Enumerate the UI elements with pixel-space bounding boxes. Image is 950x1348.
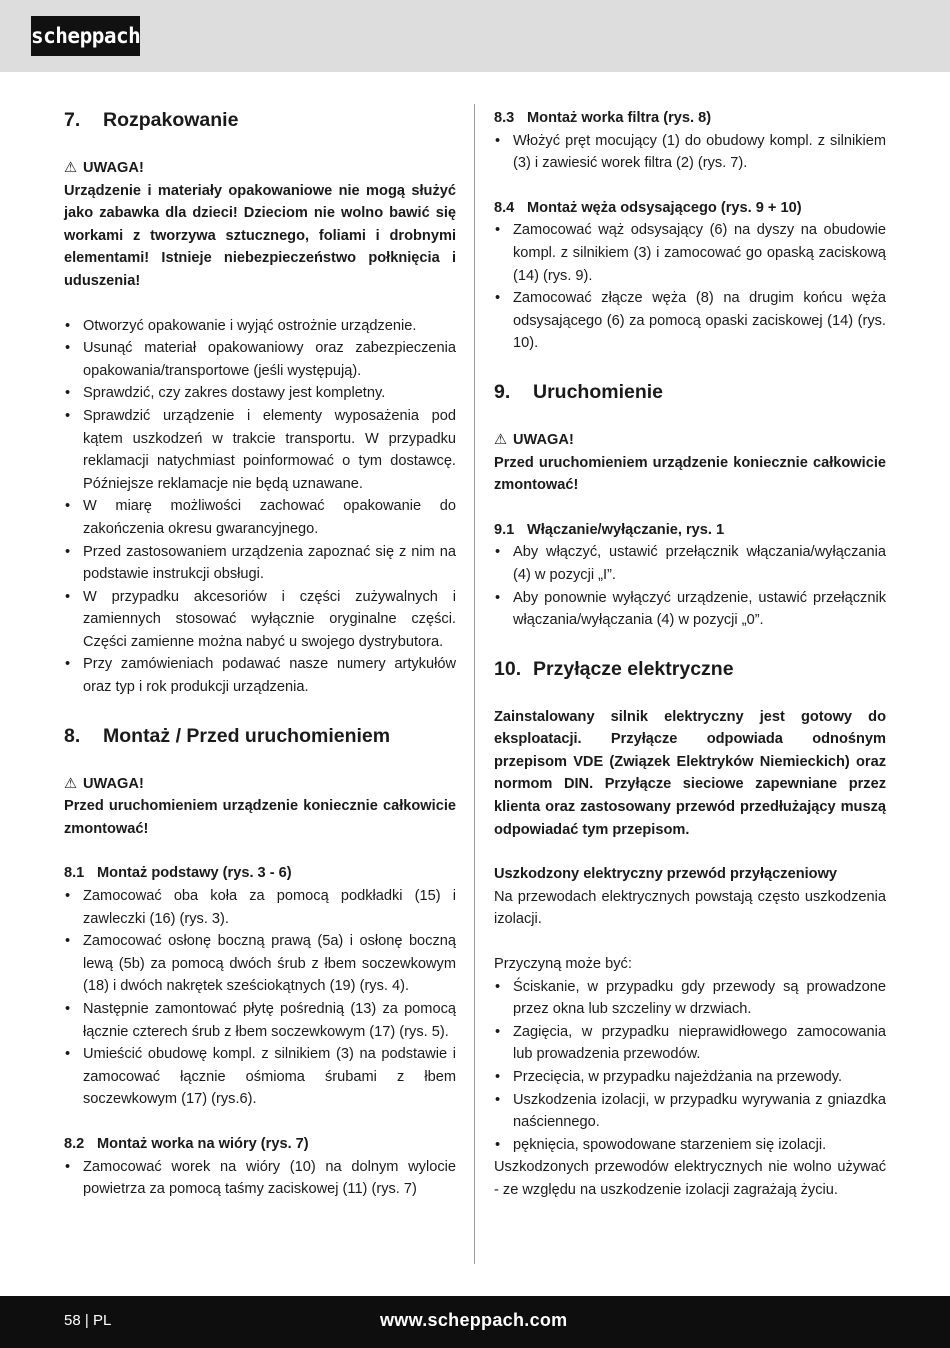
page-header <box>0 0 950 72</box>
list-item: • Ściskanie, w przypadku gdy przewody są prowadzone przez okna lub szczeliny w drzwiach. <box>494 976 886 1021</box>
list-item: • Zamocować wąż odsysający (6) na dyszy na obudowie kompl. z silnikiem (3) i zamocować go opaską zaciskową (14) (rys. 9). <box>494 219 886 287</box>
list-item: • Zamocować złącze węża (8) na drugim końcu węża odsysającego (6) za pomocą opaski zaciskowej (14) (rys. 10). <box>494 287 886 355</box>
filter-bag-list <box>494 130 886 175</box>
cause-label: Przyczyną może być: <box>494 956 632 973</box>
unpacking-list <box>64 315 456 699</box>
damaged-cable-text: Na przewodach elektrycznych powstają często uszkodzenia izolacji. <box>494 888 886 928</box>
section-7-heading: 7. Rozpakowanie <box>64 109 239 131</box>
warning-label: ⚠ UWAGA! <box>494 429 886 452</box>
warning-icon: ⚠ <box>64 775 78 792</box>
list-item: • Zagięcia, w przypadku nieprawidłowego zamocowania lub prowadzenia przewodów. <box>494 1021 886 1066</box>
list-item: • Przecięcia, w przypadku najeżdżania na przewody. <box>494 1066 886 1089</box>
section-8-3-heading: 8.3 Montaż worka filtra (rys. 8) <box>494 110 712 126</box>
section-8-heading: 8. Montaż / Przed uruchomieniem <box>64 724 391 747</box>
scheppach-logo: scheppach <box>31 16 140 56</box>
warning-label: ⚠ UWAGA! <box>64 773 456 796</box>
left-column <box>64 107 456 1201</box>
right-column <box>494 107 886 1202</box>
list-item: • Umieścić obudowę kompl. z silnikiem (3) na podstawie i zamocować łącznie ośmioma śrubami z łbem soczewkowym (17) (rys.6). <box>64 1043 456 1111</box>
electrical-intro: Zainstalowany silnik elektryczny jest gotowy do eksploatacji. Przyłącze odpowiada odnośnym przepisom VDE (Związek Elektryków Niemieckich) oraz normom DIN. Przyłącze sieciowe zapewniane przez klienta oraz zastosowany przewód przedłużający muszą odpowiadać tym przepisom. <box>494 708 886 838</box>
list-item: • Uszkodzenia izolacji, w przypadku wyrywania z gniazdka naściennego. <box>494 1089 886 1134</box>
base-assembly-list <box>64 885 456 1111</box>
website-link[interactable]: www.scheppach.com <box>380 1310 568 1330</box>
warning-text: Przed uruchomieniem urządzenie koniecznie całkowicie zmontować! <box>494 454 886 494</box>
warning-icon: ⚠ <box>64 160 78 176</box>
list-item: • Aby ponownie wyłączyć urządzenie, ustawić przełącznik włączania/wyłączania (4) w pozycji „0”. <box>494 587 886 632</box>
list-item: • Sprawdzić urządzenie i elementy wyposażenia pod kątem uszkodzeń w trakcie transportu. W przypadku reklamacji natychmiast poinformować o tym dostawcę. Późniejsze reklamacje nie będą uznawane. <box>64 405 456 495</box>
list-item: • W miarę możliwości zachować opakowanie do zakończenia okresu gwarancyjnego. <box>64 495 456 540</box>
page-footer <box>0 1296 950 1348</box>
warning-label: ⚠ UWAGA! <box>64 157 456 180</box>
causes-list <box>494 976 886 1157</box>
chip-bag-list <box>64 1156 456 1201</box>
section-8-1-heading: 8.1 Montaż podstawy (rys. 3 - 6) <box>64 865 292 882</box>
list-item: • Następnie zamontować płytę pośrednią (13) za pomocą łącznie czterech śrub z łbem soczewkowym (17) (rys. 5). <box>64 998 456 1043</box>
section-10-heading: 10. Przyłącze elektryczne <box>494 657 734 680</box>
list-item: • Włożyć pręt mocujący (1) do obudowy kompl. z silnikiem (3) i zawiesić worek filtra (2) (rys. 7). <box>494 130 886 175</box>
closing-warning: Uszkodzonych przewodów elektrycznych nie wolno używać - ze względu na uszkodzenie izolacji zagrażają życiu. <box>494 1159 886 1198</box>
list-item: • Zamocować oba koła za pomocą podkładki (15) i zawleczki (16) (rys. 3). <box>64 885 456 930</box>
page-number: 58 | PL <box>64 1312 112 1329</box>
section-8-2-heading: 8.2 Montaż worka na wióry (rys. 7) <box>64 1135 309 1152</box>
warning-text: Urządzenie i materiały opakowaniowe nie mogą służyć jako zabawka dla dzieci! Dzieciom nie wolno bawić się workami z tworzywa sztucznego, foliami i drobnymi elementami! Istnieje niebezpieczeństwo połknięcia i uduszenia! <box>64 182 456 289</box>
list-item: • Aby włączyć, ustawić przełącznik włączania/wyłączania (4) w pozycji „I”. <box>494 541 886 586</box>
column-divider <box>474 104 475 1264</box>
warning-text: Przed uruchomieniem urządzenie koniecznie całkowicie zmontować! <box>64 798 456 837</box>
list-item: • Usunąć materiał opakowaniowy oraz zabezpieczenia opakowania/transportowe (jeśli występują). <box>64 337 456 382</box>
list-item: • Zamocować osłonę boczną prawą (5a) i osłonę boczną lewą (5b) za pomocą dwóch śrub z łbem soczewkowym (18) i dwóch nakrętek sześciokątnych (19) (rys. 4). <box>64 930 456 998</box>
list-item: • Sprawdzić, czy zakres dostawy jest kompletny. <box>64 382 456 405</box>
list-item: • Przed zastosowaniem urządzenia zapoznać się z nim na podstawie instrukcji obsługi. <box>64 541 456 586</box>
section-9-1-heading: 9.1 Włączanie/wyłączanie, rys. 1 <box>494 521 725 538</box>
list-item: • Przy zamówieniach podawać nasze numery artykułów oraz typ i rok produkcji urządzenia. <box>64 653 456 698</box>
hose-assembly-list <box>494 219 886 355</box>
list-item: • W przypadku akcesoriów i części zużywalnych i zamiennych stosować wyłącznie oryginalne części. Części zamienne można nabyć u swojego dystrybutora. <box>64 586 456 654</box>
section-8-4-heading: 8.4 Montaż węża odsysającego (rys. 9 + 10) <box>494 199 802 216</box>
warning-icon: ⚠ <box>494 431 508 448</box>
list-item: • Zamocować worek na wióry (10) na dolnym wylocie powietrza za pomocą taśmy zaciskowej (11) (rys. 7) <box>64 1156 456 1201</box>
damaged-cable-title: Uszkodzony elektryczny przewód przyłączeniowy <box>494 866 838 883</box>
list-item: • Otworzyć opakowanie i wyjąć ostrożnie urządzenie. <box>64 315 456 338</box>
list-item: • pęknięcia, spowodowane starzeniem się izolacji. <box>494 1134 886 1157</box>
switch-list <box>494 541 886 631</box>
section-9-heading: 9. Uruchomienie <box>494 380 664 403</box>
